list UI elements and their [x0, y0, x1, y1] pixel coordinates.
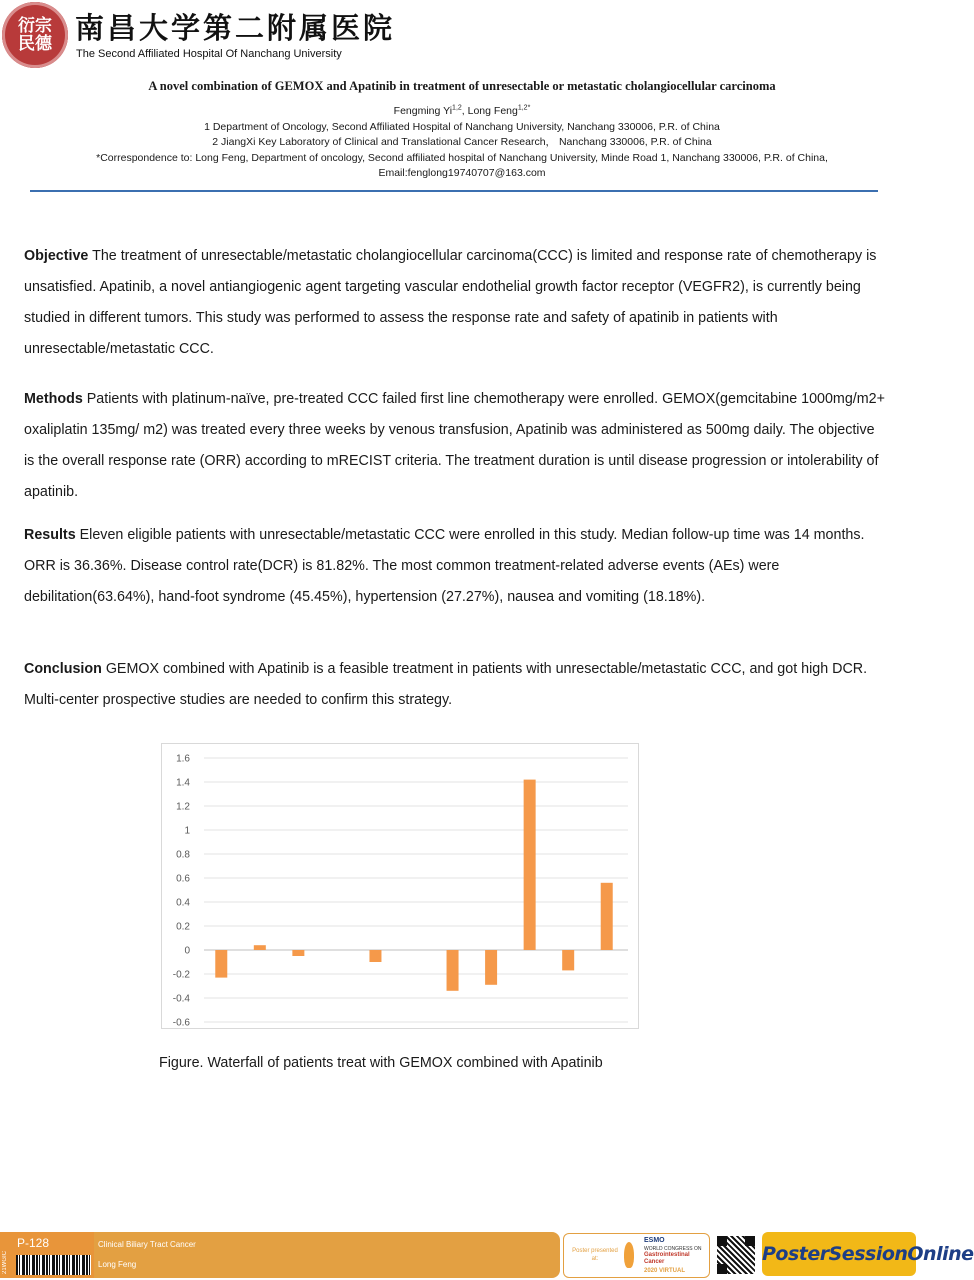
affiliation-1: 1 Department of Oncology, Second Affiliated Hospital of Nanchang University, Nanchang 330006, P.R. of China	[204, 120, 720, 133]
header-divider	[30, 190, 878, 192]
y-tick-label: 1	[184, 825, 190, 837]
congress-name: Gastrointestinal Cancer	[644, 1252, 690, 1265]
correspondence: *Correspondence to: Long Feng, Department of oncology, Second affiliated hospital of Nanchang University, Minde Road 1, Nanchang 330006, P.R. of China,	[96, 151, 828, 164]
author-name: Long Feng	[467, 105, 518, 117]
y-tick-label: 1.2	[176, 801, 190, 813]
objective-section	[24, 241, 886, 365]
author-name: Fengming Yi	[393, 105, 453, 117]
waterfall-bar	[485, 950, 497, 985]
waterfall-chart	[161, 743, 639, 1029]
section-text: The treatment of unresectable/metastatic cholangiocellular carcinoma(CCC) is limited and response rate of chemotherapy is unsatisfied. Apatinib, a novel antiangiogenic agent targeting vascular endothelial growth factor receptor (VEGFR2), is currently being studied in different tumors. This study was performed to assess the response rate and safety of apatinib in patients with unresectable/metastatic CCC.	[24, 248, 877, 357]
results-section	[24, 520, 886, 613]
section-heading: Objective	[24, 248, 89, 264]
seal-glyph: 德	[35, 34, 52, 54]
section-heading: Results	[24, 527, 76, 543]
waterfall-bar	[524, 780, 536, 950]
presented-at-badge	[563, 1233, 710, 1278]
y-tick-label: -0.2	[172, 969, 190, 981]
y-tick-label: 1.6	[176, 753, 190, 765]
paper-title: A novel combination of GEMOX and Apatinib in treatment of unresectable or metastatic cholangiocellular carcinoma	[148, 79, 776, 93]
waterfall-bar	[369, 950, 381, 962]
hospital-name-en: The Second Affiliated Hospital Of Nanchang University	[76, 48, 342, 60]
hospital-name-cn: 南昌大学第二附属医院	[75, 11, 396, 45]
waterfall-bar	[254, 945, 266, 950]
y-tick-label: 0.8	[176, 849, 190, 861]
y-tick-label: -0.6	[172, 1017, 190, 1029]
poster-category: Clinical Biliary Tract Cancer	[98, 1240, 196, 1249]
section-heading: Conclusion	[24, 661, 102, 677]
poster-author: Long Feng	[98, 1260, 137, 1269]
author-line: Fengming Yi$^{1,2}$, Long Feng$^{1,2*}$	[393, 104, 531, 117]
figure-caption: Figure. Waterfall of patients treat with GEMOX combined with Apatinib	[159, 1055, 603, 1071]
congress-year: 2020 VIRTUAL	[644, 1268, 686, 1274]
conclusion-section	[24, 654, 886, 716]
waterfall-bar	[447, 950, 459, 991]
waterfall-chart-svg	[162, 744, 638, 1028]
y-tick-label: 1.4	[176, 777, 190, 789]
y-tick-label: 0	[184, 945, 190, 957]
author-affil-sup: 1,2	[452, 104, 462, 112]
waterfall-bar	[292, 950, 304, 956]
waterfall-bar	[601, 883, 613, 950]
section-text: GEMOX combined with Apatinib is a feasible treatment in patients with unresectable/metastatic CCC, and got high DCR. Multi-center prospective studies are needed to confirm this strategy.	[24, 661, 868, 708]
author-block	[0, 104, 924, 182]
y-tick-label: 0.2	[176, 921, 190, 933]
esmo-logo: ESMO	[644, 1237, 665, 1244]
seal-glyph: 宗	[35, 16, 52, 36]
seal-glyph: 衍	[18, 16, 35, 36]
barcode-icon	[16, 1255, 91, 1275]
flame-logo-icon	[624, 1242, 634, 1268]
y-tick-label: 0.6	[176, 873, 190, 885]
section-text: Eleven eligible patients with unresectable/metastatic CCC were enrolled in this study. Median follow-up time was 14 months. ORR is 36.36%. Disease control rate(DCR) is 81.82%. The most common treatment-related adverse events (AEs) were debilitation(63.64%), hand-foot syndrome (45.45%), hypertension (27.27%), nausea and vomiting (18.18%).	[24, 527, 865, 605]
qr-code-icon[interactable]	[717, 1236, 755, 1274]
y-tick-label: 0.4	[176, 897, 190, 909]
poster-session-online-logo[interactable]: PosterSessionOnline	[762, 1232, 916, 1276]
waterfall-bar	[215, 950, 227, 978]
seal-glyph: 民	[18, 34, 35, 54]
hospital-seal-logo	[2, 2, 68, 68]
seal-glyphs	[15, 17, 55, 53]
presented-label: Poster presented at:	[572, 1248, 618, 1262]
waterfall-bar	[562, 950, 574, 970]
affiliation-2: 2 JiangXi Key Laboratory of Clinical and Translational Cancer Research， Nanchang 330006, P.R. of China	[212, 136, 712, 148]
y-tick-label: -0.4	[172, 993, 190, 1005]
vertical-code: 21WGIC	[2, 1250, 8, 1274]
congress-small-text: WORLD CONGRESS ON	[644, 1246, 702, 1252]
poster-code: P-128	[17, 1236, 50, 1250]
email: Email:fenglong19740707@163.com	[378, 167, 546, 179]
section-text: Patients with platinum-naïve, pre-treated CCC failed first line chemotherapy were enrolled. GEMOX(gemcitabine 1000mg/m2+ oxaliplatin 135mg/ m2) was treated every three weeks by venous transfusion, Apatinib was administered as 500mg daily. The objective is the overall response rate (ORR) according to mRECIST criteria. The treatment duration is until disease progression or intolerability of apatinib.	[24, 391, 885, 500]
section-heading: Methods	[24, 391, 83, 407]
author-affil-sup: 1,2*	[517, 104, 531, 112]
methods-section	[24, 384, 886, 508]
